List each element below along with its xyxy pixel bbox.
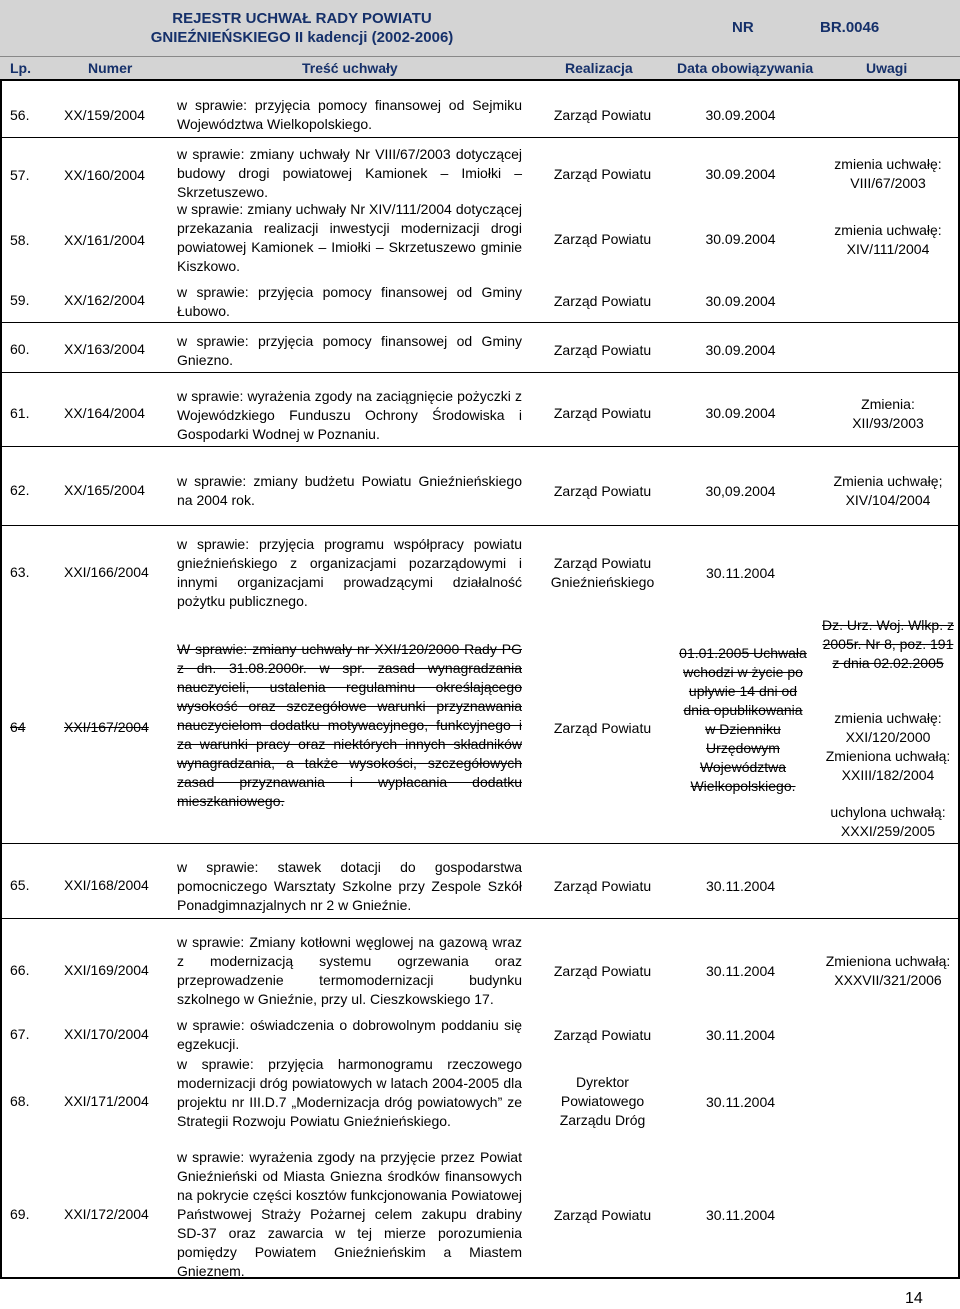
row-lp: 65. [10, 877, 30, 893]
row-tresc: w sprawie: wyrażenia zgody na zaciągnięcie pożyczki z Wojewódzkiego Funduszu Ochrony Środowiska i Gospodarki Wodnej w Poznaniu. [177, 388, 522, 442]
row-tresc: W sprawie: zmiany uchwały nr XXI/120/2000 Rady PG z dn. 31.08.2000r. w spr. zasad wynagradzania nauczycieli, ustalenia regulaminu określającego wysokość oraz szczegółowe warunki przyznawania nauczycielom dodatku motywacyjnego, funkcyjnego i za warunki pracy oraz niektórych innych składników wynagradzania, a także wysokości, szczegółowych zasad przyznawania i wypłacania dodatku mieszkaniowego. [177, 641, 522, 809]
row-realizacja: Zarząd Powiatu [553, 720, 652, 736]
row-divider [0, 525, 960, 526]
row-data: 01.01.2005 Uchwała wchodzi w życie po upływie 14 dni od dnia opublikowania w Dzienniku Urzędowym Województwa Wielkopolskiego. [679, 645, 807, 794]
row-realizacja: Zarząd Powiatu Gnieźnieńskiego [550, 555, 655, 590]
row-data: 30.09.2004 [705, 342, 776, 358]
row-realizacja: Zarząd Powiatu [553, 107, 652, 123]
row-tresc: w sprawie: oświadczenia o dobrowolnym poddaniu się egzekucji. [177, 1017, 522, 1052]
row-realizacja: Zarząd Powiatu [553, 405, 652, 421]
row-numer: XXI/166/2004 [64, 564, 149, 580]
row-data: 30.11.2004 [705, 1094, 776, 1110]
row-numer: XX/163/2004 [64, 341, 145, 357]
row-tresc: w sprawie: Zmiany kotłowni węglowej na gazową wraz z modernizacją systemu ogrzewania oraz przeprowadzenie termomodernizacji budynku szkolnego w Gnieźnie, przy ul. Cieszkowskiego 17. [177, 934, 522, 1007]
row-lp: 61. [10, 405, 30, 421]
row-uwagi: Zmienia uchwałę; XIV/104/2004 [833, 473, 943, 508]
register-title: REJESTR UCHWAŁ RADY POWIATU GNIEŹNIEŃSKIEGO II kadencji (2002-2006) [150, 10, 454, 46]
row-numer: XXI/169/2004 [64, 962, 149, 978]
row-lp: 62. [10, 482, 30, 498]
row-numer: XXI/171/2004 [64, 1093, 149, 1109]
br-number: BR.0046 [820, 19, 880, 36]
row-uwagi-amended-by: Zmieniona uchwałą: XXIII/182/2004 [825, 748, 951, 783]
row-uwagi-publication: Dz. Urz. Woj. Wlkp. z 2005r. Nr 8, poz. 191 z dnia 02.02.2005 [822, 617, 954, 671]
row-uwagi: zmienia uchwałę: XIV/111/2004 [834, 222, 942, 257]
row-data: 30.11.2004 [705, 878, 776, 894]
row-numer: XXI/172/2004 [64, 1206, 149, 1222]
row-data: 30,09.2004 [705, 483, 776, 499]
row-numer: XX/159/2004 [64, 107, 145, 123]
row-realizacja: Zarząd Powiatu [553, 483, 652, 499]
row-lp: 63. [10, 564, 30, 580]
row-lp: 58. [10, 232, 30, 248]
row-divider [0, 843, 960, 844]
nr-label: NR [732, 19, 754, 36]
row-numer: XX/160/2004 [64, 167, 145, 183]
row-realizacja: Dyrektor Powiatowego Zarządu Dróg [559, 1074, 646, 1128]
row-realizacja: Zarząd Powiatu [553, 166, 652, 182]
page-left-border [0, 0, 2, 1279]
row-lp: 64 [10, 719, 26, 735]
row-lp: 69. [10, 1206, 30, 1222]
register-header [0, 0, 960, 56]
page-number: 14 [905, 1290, 923, 1307]
col-tresc: Treść uchwały [302, 60, 398, 76]
col-lp: Lp. [10, 60, 31, 76]
row-tresc: w sprawie: stawek dotacji do gospodarstwa pomocniczego Warsztaty Szkolne przy Zespole Szkół Ponadgimnazjalnych nr 2 w Gnieźnie. [177, 859, 522, 913]
column-header-row [0, 56, 960, 81]
row-realizacja: Zarząd Powiatu [553, 231, 652, 247]
row-tresc: w sprawie: przyjęcia harmonogramu rzeczowego modernizacji dróg powiatowych w latach 2004-2005 dla projektu nr III.D.7 „Modernizacja dróg powiatowych” ze Strategii Rozwoju Powiatu Gnieźnieńskiego. [177, 1056, 522, 1129]
row-lp: 66. [10, 962, 30, 978]
row-tresc: w sprawie: przyjęcia programu współpracy powiatu gnieźnieńskiego z organizacjami pozarządowymi i innymi organizacjami prowadzącymi działalność pożytku publicznego. [177, 536, 522, 609]
row-divider [0, 446, 960, 447]
row-numer: XXI/168/2004 [64, 877, 149, 893]
row-data: 30.11.2004 [705, 565, 776, 581]
row-data: 30.11.2004 [705, 963, 776, 979]
row-numer: XX/162/2004 [64, 292, 145, 308]
row-data: 30.11.2004 [705, 1027, 776, 1043]
row-realizacja: Zarząd Powiatu [553, 963, 652, 979]
row-realizacja: Zarząd Powiatu [553, 342, 652, 358]
row-uwagi-repealed-by: uchylona uchwałą: XXXI/259/2005 [830, 804, 946, 839]
row-data: 30.09.2004 [705, 107, 776, 123]
row-numer: XX/165/2004 [64, 482, 145, 498]
row-uwagi-amends: zmienia uchwałę: XXI/120/2000 [834, 710, 942, 745]
row-data: 30.09.2004 [705, 231, 776, 247]
row-uwagi: Zmienia: XII/93/2003 [852, 396, 924, 431]
row-lp: 67. [10, 1026, 30, 1042]
col-numer: Numer [88, 60, 133, 76]
col-uwagi: Uwagi [866, 60, 908, 76]
row-lp: 60. [10, 341, 30, 357]
row-divider [0, 372, 960, 373]
row-numer: XXI/170/2004 [64, 1026, 149, 1042]
row-realizacja: Zarząd Powiatu [553, 878, 652, 894]
row-divider [0, 918, 960, 919]
row-realizacja: Zarząd Powiatu [553, 293, 652, 309]
row-data: 30.09.2004 [705, 166, 776, 182]
row-realizacja: Zarząd Powiatu [553, 1027, 652, 1043]
row-tresc: w sprawie: wyrażenia zgody na przyjęcie przez Powiat Gnieźnieński od Miasta Gniezna środków finansowych na pokrycie części kosztów funkcjonowania Powiatowej Państwowej Straży Pożarnej celem zakupu drabiny SD-37 oraz zawarcia w tej mierze porozumienia pomiędzy Powiatem Gnieźnieńskim a Miastem Gnieznem. [177, 1149, 522, 1279]
row-tresc: w sprawie: zmiany uchwały Nr VIII/67/2003 dotyczącej budowy drogi powiatowej Kamionek – Imiołki – Skrzetuszewo. [177, 146, 522, 200]
row-numer: XX/164/2004 [64, 405, 145, 421]
row-numer: XX/161/2004 [64, 232, 145, 248]
row-tresc: w sprawie: zmiany budżetu Powiatu Gnieźnieńskiego na 2004 rok. [177, 473, 522, 508]
row-lp: 68. [10, 1093, 30, 1109]
row-tresc: w sprawie: przyjęcia pomocy finansowej od Sejmiku Województwa Wielkopolskiego. [177, 97, 522, 132]
row-lp: 57. [10, 167, 30, 183]
row-tresc: w sprawie: przyjęcia pomocy finansowej od Gminy Gniezno. [177, 333, 522, 368]
row-uwagi: Zmieniona uchwałą: XXXVII/321/2006 [825, 953, 951, 988]
row-divider [0, 322, 960, 323]
row-numer: XXI/167/2004 [64, 719, 149, 735]
row-lp: 59. [10, 292, 30, 308]
col-data: Data obowiązywania [677, 60, 814, 76]
row-data: 30.11.2004 [705, 1207, 776, 1223]
col-realizacja: Realizacja [565, 60, 633, 76]
row-divider [0, 137, 960, 138]
row-data: 30.09.2004 [705, 405, 776, 421]
row-lp: 56. [10, 107, 30, 123]
row-tresc: w sprawie: przyjęcia pomocy finansowej od Gminy Łubowo. [177, 284, 522, 319]
row-realizacja: Zarząd Powiatu [553, 1207, 652, 1223]
row-uwagi: zmienia uchwałę: VIII/67/2003 [834, 156, 942, 191]
row-tresc: w sprawie: zmiany uchwały Nr XIV/111/2004 dotyczącej przekazania realizacji inwestycji modernizacji drogi powiatowej Kamionek – Imiołki – Skrzetuszewo gminie Kiszkowo. [177, 201, 522, 274]
row-data: 30.09.2004 [705, 293, 776, 309]
